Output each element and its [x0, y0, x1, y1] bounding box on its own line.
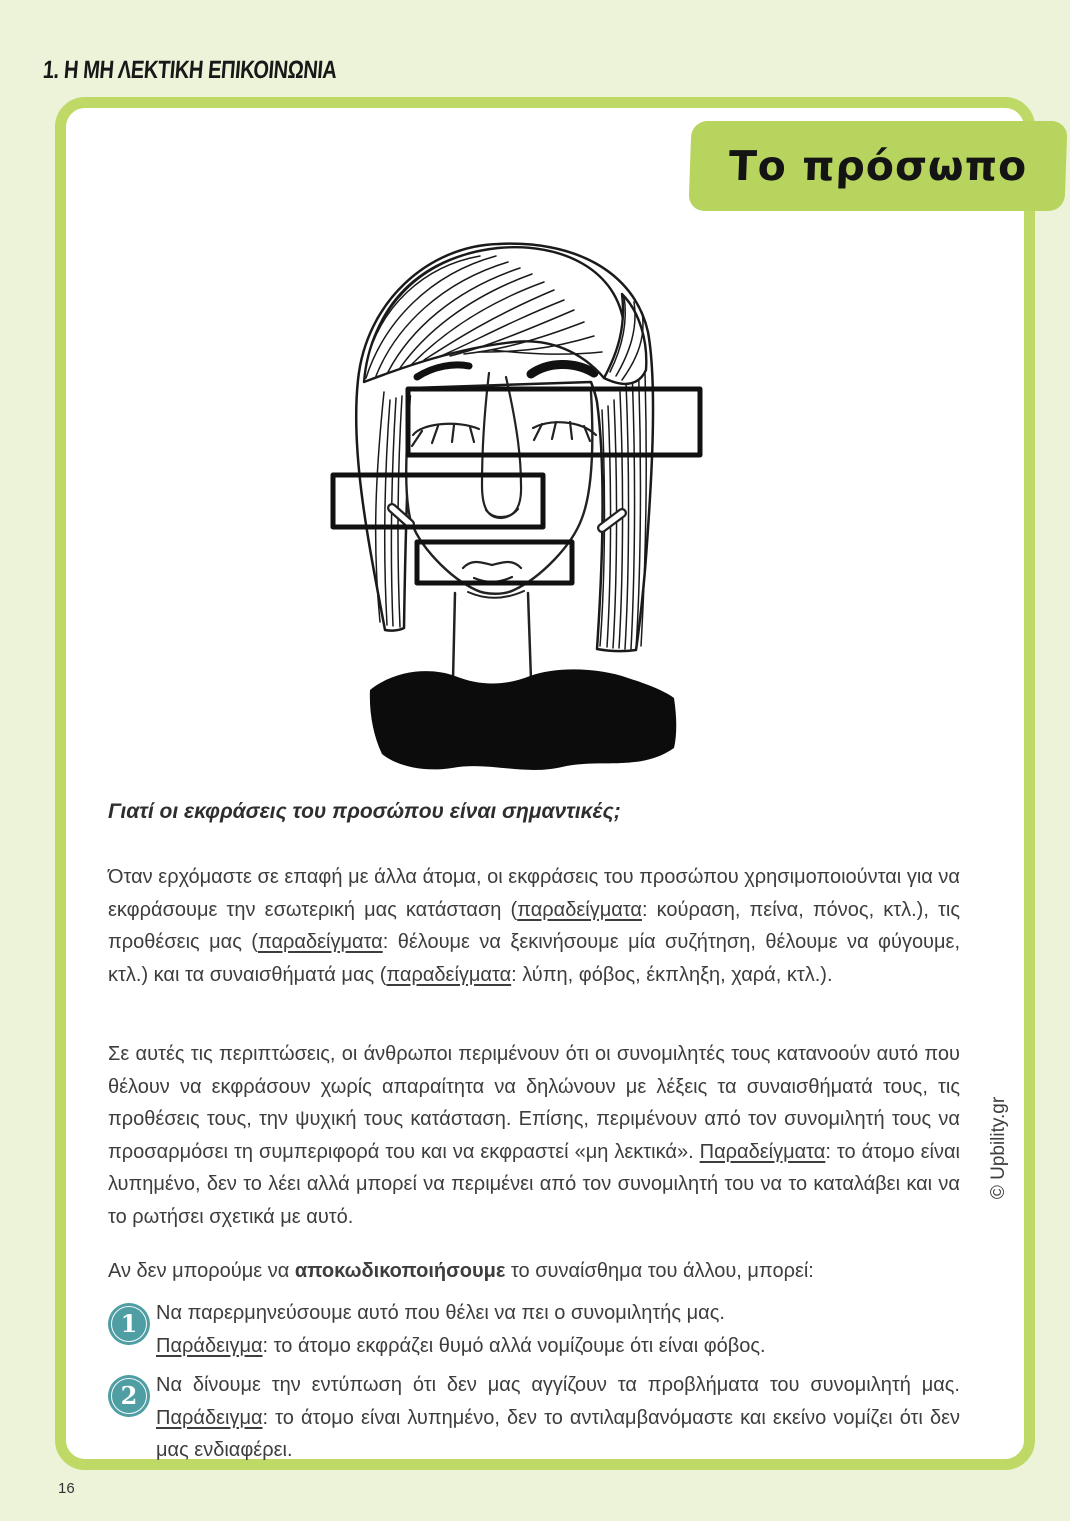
list-item-1-text: Να παρερμηνεύσουμε αυτό που θέλει να πει ο συνομιλητής μας. Παράδειγμα: το άτομο εκφράζει θυμό αλλά νομίζουμε ότι είναι φόβος. [156, 1302, 766, 1357]
list-item-1 [108, 1297, 960, 1362]
list-number-badge-2: 2 [108, 1375, 150, 1417]
list-number-badge-1: 1 [108, 1303, 150, 1345]
chapter-header: 1. Η ΜΗ ΛΕΚΤΙΚΗ ΕΠΙΚΟΙΝΩΝΙΑ [41, 56, 338, 84]
neck [453, 593, 531, 680]
content-panel [55, 97, 1035, 1470]
paragraph-decode-lead: Αν δεν μπορούμε να αποκωδικοποιήσουμε το συναίσθημα του άλλου, μπορεί: [108, 1260, 814, 1282]
section-heading: Γιατί οι εκφράσεις του προσώπου είναι σημαντικές; [108, 800, 621, 823]
paragraph-expressions-intro: Όταν ερχόμαστε σε επαφή με άλλα άτομα, οι εκφράσεις του προσώπου χρησιμοποιούνται για να εκφράσουμε την εσωτερική μας κατάσταση (παραδείγματα: κούραση, πείνα, πόνος, κτλ.), τις προθέσεις μας (παραδείγματα: θέλουμε να ξεκινήσουμε μία συζήτηση, θέλουμε να φύγουμε, κτλ.) και τα συναισθήματά μας (παραδείγματα: λύπη, φόβος, έκπληξη, χαρά, κτλ.). [108, 866, 960, 986]
face-illustration [300, 230, 750, 790]
section-tag [688, 121, 1067, 211]
face [406, 388, 592, 598]
list-item-2-text: Να δίνουμε την εντύπωση ότι δεν μας αγγίζουν τα προβλήματα του συνομιλητή μας. Παράδειγμα: το άτομο είναι λυπημένο, δεν το αντιλαμβανόμαστε και εκείνο νομίζει ότι δεν μας ενδιαφέρει. [156, 1374, 960, 1461]
copyright-watermark: © Upbility.gr [988, 1096, 1009, 1200]
paragraph-expectations: Σε αυτές τις περιπτώσεις, οι άνθρωποι περιμένουν ότι οι συνομιλητές τους κατανοούν αυτό που θέλουν να εκφράσουν χωρίς απαραίτητα να δηλώνουν με λέξεις τα συναισθήματά τους, τις προθέσεις τους, την ψυχική τους κατάσταση. Επίσης, περιμένουν από τον συνομιλητή τους να προσαρμόσει τη συμπεριφορά του και να εκφραστεί «μη λεκτικά». Παραδείγματα: το άτομο είναι λυπημένο, δεν το λέει αλλά μπορεί να περιμένει από τον συνομιλητή του να το καταλάβει και να το ρωτήσει σχετικά με αυτό. [108, 1043, 960, 1228]
page-number: 16 [58, 1480, 75, 1497]
section-tag-label: Το πρόσωπο [727, 142, 1029, 190]
list-item-2 [108, 1369, 960, 1467]
shirt [370, 669, 676, 770]
